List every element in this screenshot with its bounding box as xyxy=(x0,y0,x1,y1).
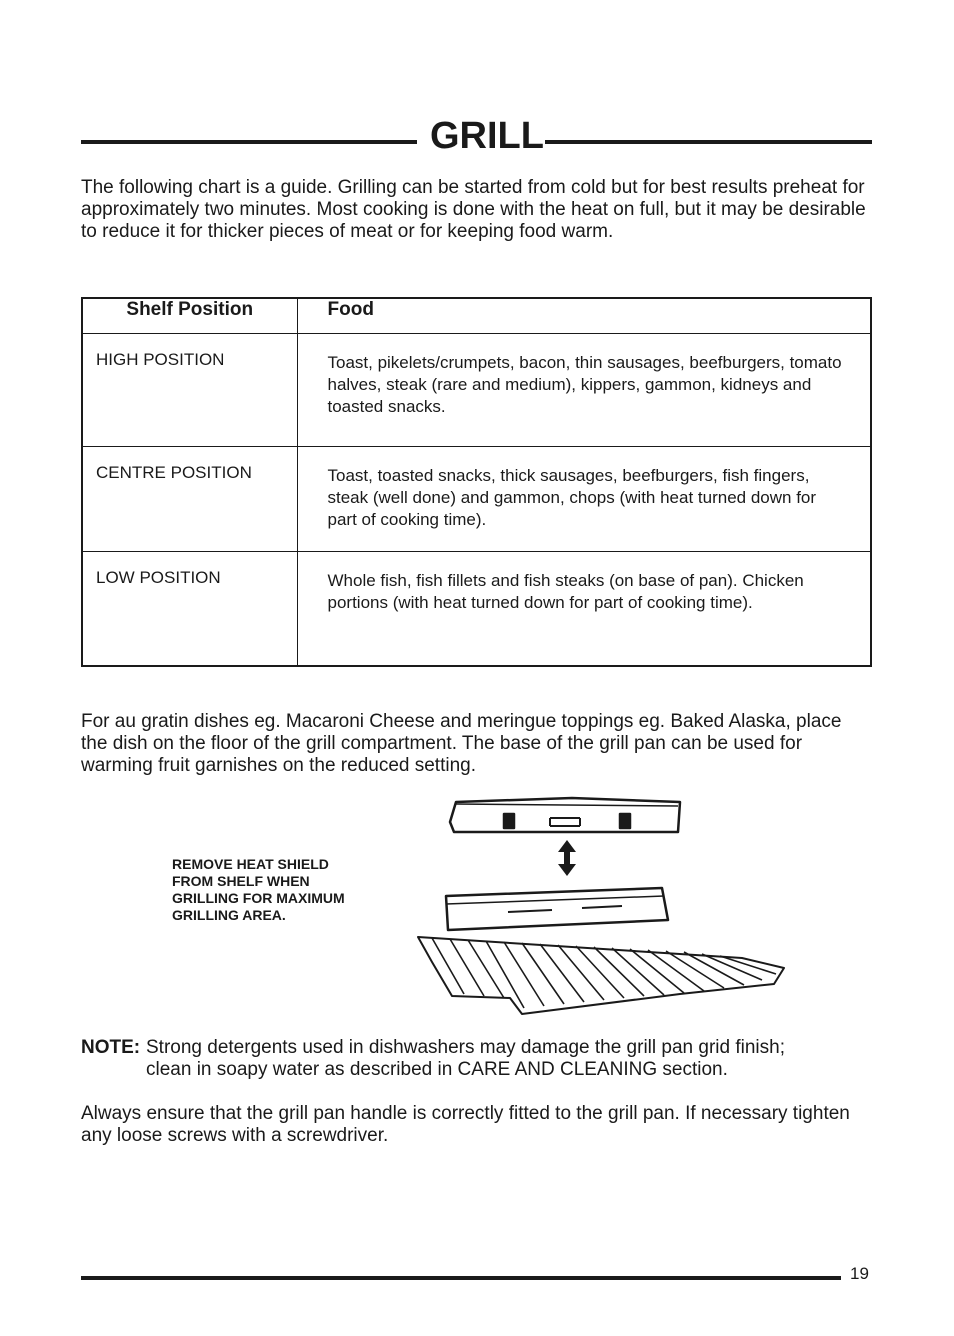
heat-shield-caption xyxy=(172,856,392,924)
note-label: NOTE: xyxy=(81,1037,141,1058)
table-row xyxy=(82,447,871,552)
shelf-position-table xyxy=(81,297,872,667)
au-gratin-paragraph: For au gratin dishes eg. Macaroni Cheese and meringue toppings eg. Baked Alaska, place the dish on the floor of the grill compartment. The base of the grill pan can be used for warming fruit garnishes on the reduced setting. xyxy=(81,711,842,776)
heading-rule-right xyxy=(545,140,872,144)
table-header-row xyxy=(82,298,871,334)
caption-line: GRILLING FOR MAXIMUM xyxy=(172,890,345,906)
caption-line: GRILLING AREA. xyxy=(172,907,286,923)
note-text xyxy=(146,1037,866,1081)
food-cell: Whole fish, fish fillets and fish steaks (on base of pan). Chicken portions (with heat turned down for part of cooking time). xyxy=(297,552,871,666)
shelf-guard xyxy=(446,888,668,930)
shelf-position-cell: HIGH POSITION xyxy=(82,334,297,447)
table-row xyxy=(82,552,871,666)
double-arrow-icon xyxy=(558,840,576,876)
table-row xyxy=(82,334,871,447)
note-line: clean in soapy water as described in CARE AND CLEANING section. xyxy=(146,1059,728,1080)
food-cell: Toast, pikelets/crumpets, bacon, thin sausages, beefburgers, tomato halves, steak (rare and medium), kippers, gammon, kidneys and toasted snacks. xyxy=(297,334,871,447)
heading-rule-left xyxy=(81,140,417,144)
food-cell: Toast, toasted snacks, thick sausages, beefburgers, fish fingers, steak (well done) and gammon, chops (with heat turned down for part of cooking time). xyxy=(297,447,871,552)
section-heading xyxy=(81,112,872,160)
caption-line: FROM SHELF WHEN xyxy=(172,873,310,889)
handle-paragraph: Always ensure that the grill pan handle is correctly fitted to the grill pan. If necessary tighten any loose screws with a screwdriver. xyxy=(81,1103,850,1146)
grill-pan-diagram xyxy=(412,792,792,1022)
footer-rule xyxy=(81,1276,841,1280)
shelf-position-cell: LOW POSITION xyxy=(82,552,297,666)
page-number: 19 xyxy=(850,1264,869,1283)
column-header-shelf-position: Shelf Position xyxy=(82,298,297,334)
intro-paragraph: The following chart is a guide. Grilling can be started from cold but for best results preheat for approximately two minutes. Most cooking is done with the heat on full, but it may be desirable to reduce it for thicker pieces of meat or for keeping food warm. xyxy=(81,177,866,242)
note-line: Strong detergents used in dishwashers may damage the grill pan grid finish; xyxy=(146,1037,785,1058)
caption-line: REMOVE HEAT SHIELD xyxy=(172,856,329,872)
shelf-position-cell: CENTRE POSITION xyxy=(82,447,297,552)
page-title: GRILL xyxy=(430,115,544,157)
column-header-food: Food xyxy=(297,298,871,334)
